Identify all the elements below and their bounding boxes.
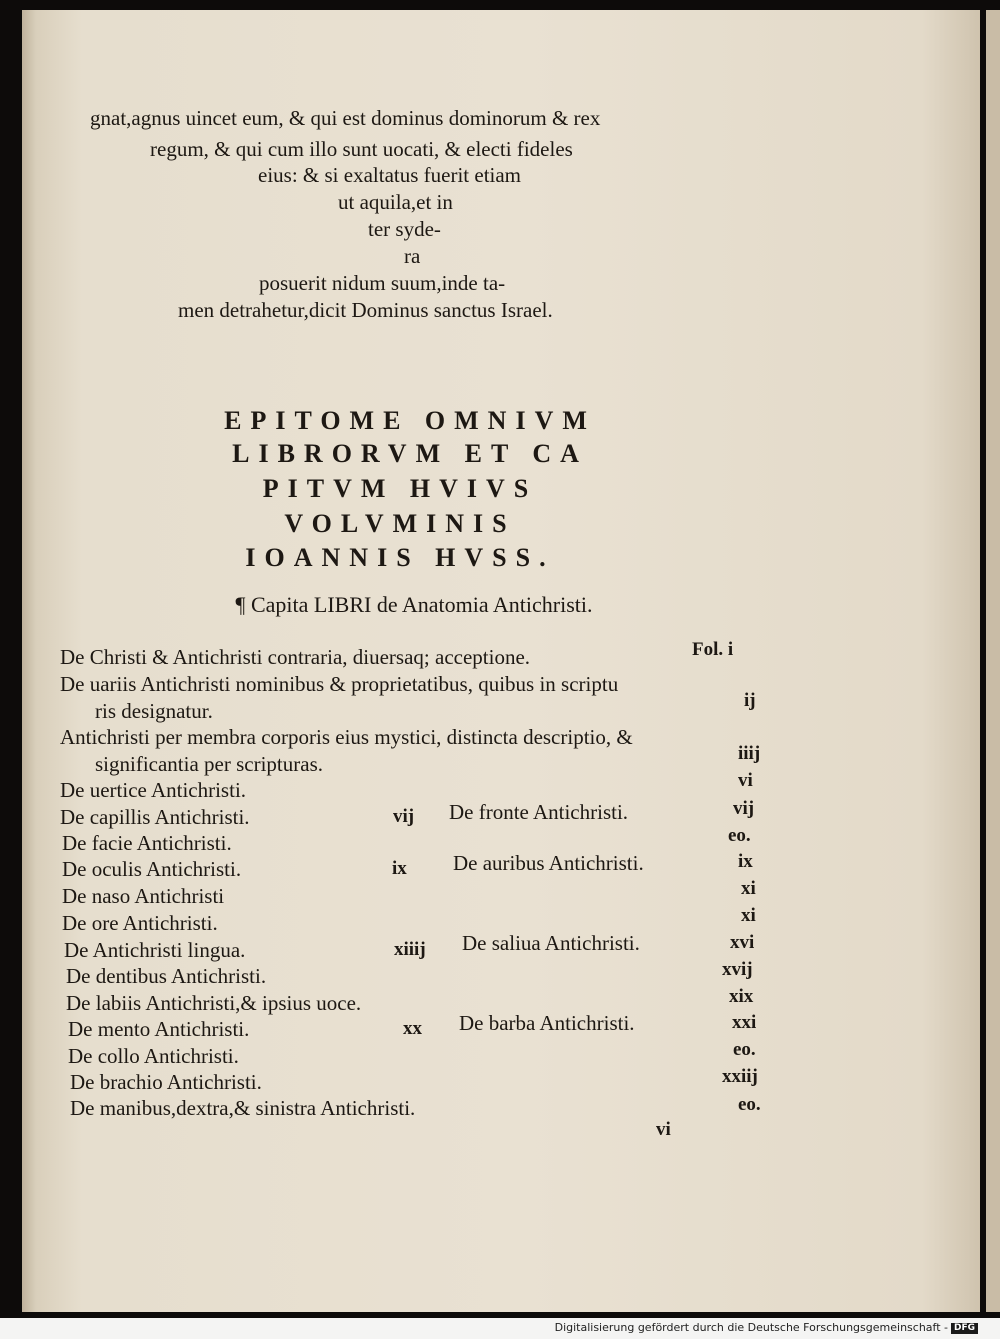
toc-folio: xxiij bbox=[722, 1066, 758, 1087]
heading-line: PITVM HVIVS bbox=[262, 474, 538, 503]
toc-folio: xix bbox=[729, 986, 754, 1007]
toc-entry: De Christi & Antichristi contraria, diuersaq; acceptione. bbox=[60, 645, 531, 669]
toc-entry: De mento Antichristi. bbox=[68, 1017, 250, 1041]
verse-line: gnat,agnus uincet eum, & qui est dominus dominorum & rex bbox=[90, 106, 601, 130]
footer-text: Digitalisierung gefördert durch die Deutsche Forschungsgemeinschaft - bbox=[554, 1321, 948, 1334]
verse-line: ut aquila,et in bbox=[338, 190, 453, 214]
toc-entry: De uariis Antichristi nominibus & proprietatibus, quibus in scriptu bbox=[60, 672, 619, 696]
heading-line: VOLVMINIS bbox=[284, 509, 516, 538]
toc-folio: xi bbox=[741, 905, 756, 926]
toc-entry: De labiis Antichristi,& ipsius uoce. bbox=[66, 991, 362, 1015]
facing-page-edge bbox=[986, 10, 1000, 1312]
toc-mid-folio: xiiij bbox=[394, 939, 426, 960]
toc-entry: De manibus,dextra,& sinistra Antichristi. bbox=[70, 1096, 416, 1120]
verse-line: eius: & si exaltatus fuerit etiam bbox=[258, 163, 522, 187]
toc-entry: De auribus Antichristi. bbox=[453, 851, 644, 875]
toc-mid-folio: ix bbox=[392, 858, 407, 879]
signature-mark: vi bbox=[656, 1119, 671, 1140]
toc-mid-folio: xx bbox=[403, 1018, 422, 1039]
heading-line: LIBRORVM ET CA bbox=[232, 439, 588, 468]
toc-entry: De brachio Antichristi. bbox=[70, 1070, 262, 1094]
toc-entry: De dentibus Antichristi. bbox=[66, 964, 267, 988]
toc-entry: De Antichristi lingua. bbox=[64, 938, 246, 962]
toc-folio: ij bbox=[744, 690, 756, 711]
toc-folio: xxi bbox=[732, 1012, 757, 1033]
toc-entry: De fronte Antichristi. bbox=[449, 800, 629, 824]
toc-entry: De ore Antichristi. bbox=[62, 911, 218, 935]
heading-line: EPITOME OMNIVM bbox=[224, 406, 596, 435]
toc-folio: vi bbox=[738, 770, 753, 791]
toc-entry: De barba Antichristi. bbox=[459, 1011, 635, 1035]
toc-entry: De uertice Antichristi. bbox=[60, 778, 247, 802]
section-title: ¶ Capita LIBRI de Anatomia Antichristi. bbox=[235, 592, 593, 617]
toc-folio: xi bbox=[741, 878, 756, 899]
dfg-logo: DFG bbox=[951, 1323, 978, 1334]
toc-entry: significantia per scripturas. bbox=[95, 752, 324, 776]
toc-entry: De collo Antichristi. bbox=[68, 1044, 239, 1068]
toc-folio: xvi bbox=[730, 932, 755, 953]
toc-folio: eo. bbox=[728, 825, 751, 846]
verse-line: men detrahetur,dicit Dominus sanctus Israel. bbox=[178, 298, 553, 322]
toc-folio: xvij bbox=[722, 959, 753, 980]
toc-entry: De capillis Antichristi. bbox=[60, 805, 250, 829]
toc-entry: De naso Antichristi bbox=[62, 884, 225, 908]
toc-folio: Fol. i bbox=[692, 639, 734, 660]
toc-entry: De oculis Antichristi. bbox=[62, 857, 242, 881]
verse-line: ter syde- bbox=[368, 217, 441, 241]
digitization-footer bbox=[555, 1322, 978, 1334]
toc-folio: ix bbox=[738, 851, 753, 872]
toc-entry: De saliua Antichristi. bbox=[462, 931, 640, 955]
toc-folio: eo. bbox=[733, 1039, 756, 1060]
verse-line: posuerit nidum suum,inde ta- bbox=[259, 271, 506, 295]
toc-entry: ris designatur. bbox=[95, 699, 213, 723]
toc-folio: iiij bbox=[738, 743, 761, 764]
toc-folio: eo. bbox=[738, 1094, 761, 1115]
toc-entry: De facie Antichristi. bbox=[62, 831, 232, 855]
verse-line: regum, & qui cum illo sunt uocati, & electi fideles bbox=[150, 137, 573, 161]
toc-folio: vij bbox=[733, 798, 755, 819]
toc-mid-folio: vij bbox=[393, 806, 415, 827]
verse-line: ra bbox=[404, 244, 421, 268]
heading-line: IOANNIS HVSS. bbox=[245, 543, 555, 572]
toc-entry: Antichristi per membra corporis eius mystici, distincta descriptio, & bbox=[60, 725, 633, 749]
